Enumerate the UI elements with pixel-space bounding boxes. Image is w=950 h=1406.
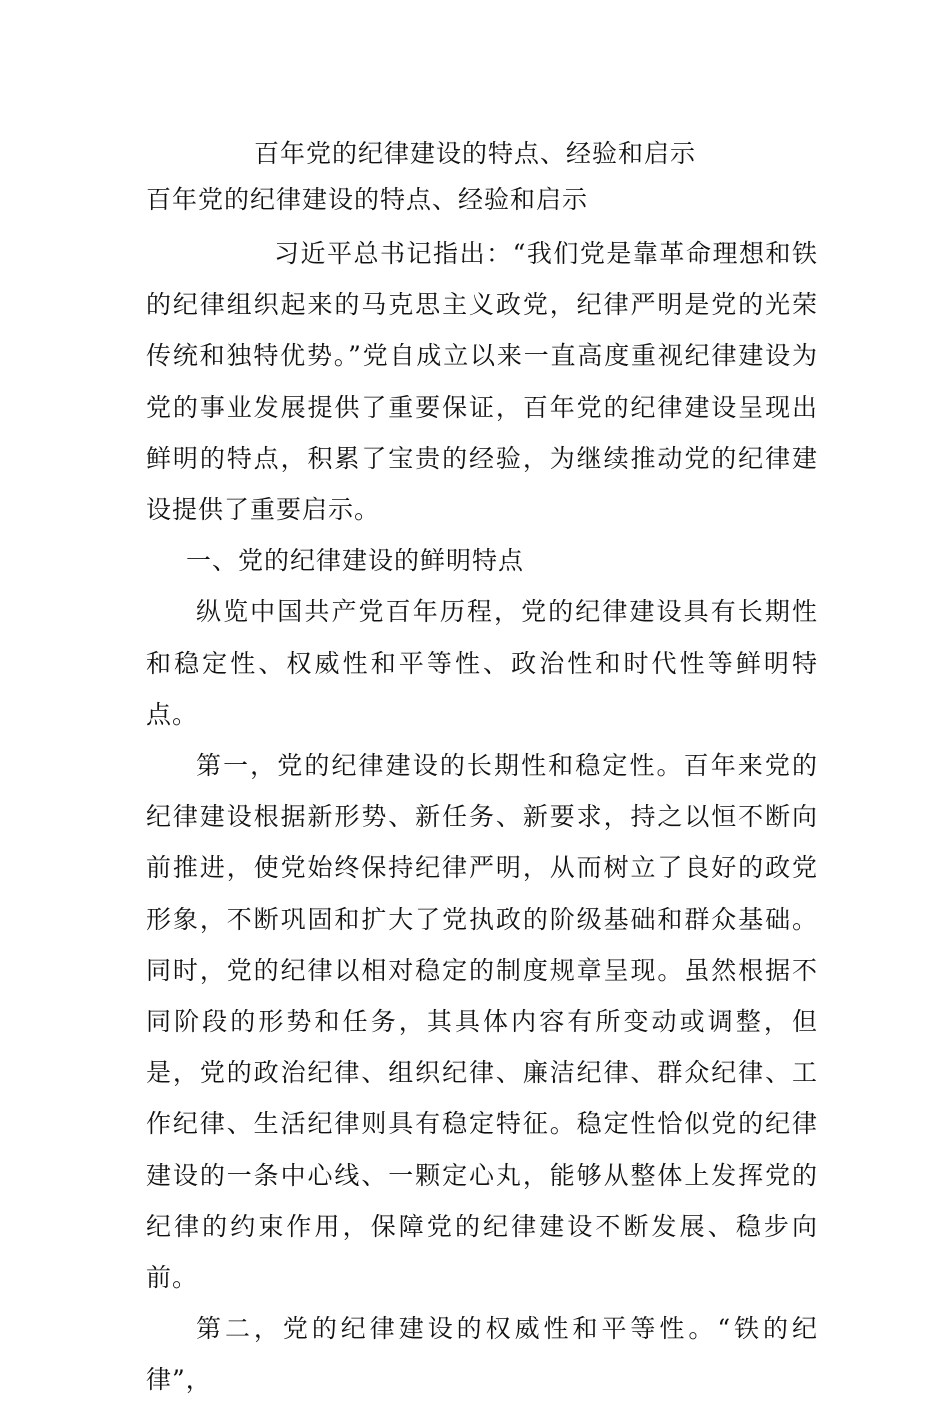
paragraph-point-1: 第一，党的纪律建设的长期性和稳定性。百年来党的纪律建设根据新形势、新任务、新要求，持之以恒不断向前推进，使党始终保持纪律严明，从而树立了良好的政党形象，不断巩固和扩大了党执政的阶级基础和群众基础。同时，党的纪律以相对稳定的制度规章呈现。虽然根据不同阶段的形势和任务，其具体内容有所变动或调整，但是，党的政治纪律、组织纪律、廉洁纪律、群众纪律、工作纪律、生活纪律则具有稳定特征。稳定性恰似党的纪律建设的一条中心线、一颗定心丸，能够从整体上发挥党的纪律的约束作用，保障党的纪律建设不断发展、稳步向前。 xyxy=(146,751,818,1293)
section-heading-1: 一、党的纪律建设的鲜明特点 xyxy=(186,546,525,576)
document-body xyxy=(146,228,818,1406)
paragraph-overview: 纵览中国共产党百年历程，党的纪律建设具有长期性和稳定性、权威性和平等性、政治性和时代性等鲜明特点。 xyxy=(146,597,818,729)
document-title: 百年党的纪律建设的特点、经验和启示 xyxy=(253,139,696,168)
paragraph-point-2: 第二，党的纪律建设的权威性和平等性。“铁的纪律”， xyxy=(146,1314,818,1395)
paragraph-intro: 习近平总书记指出：“我们党是靠革命理想和铁的纪律组织起来的马克思主义政党，纪律严明是党的光荣传统和独特优势。”党自成立以来一直高度重视纪律建设为党的事业发展提供了重要保证，百年党的纪律建设呈现出鲜明的特点，积累了宝贵的经验，为继续推动党的纪律建设提供了重要启示。 xyxy=(146,239,818,525)
document-subtitle: 百年党的纪律建设的特点、经验和启示 xyxy=(146,185,589,214)
